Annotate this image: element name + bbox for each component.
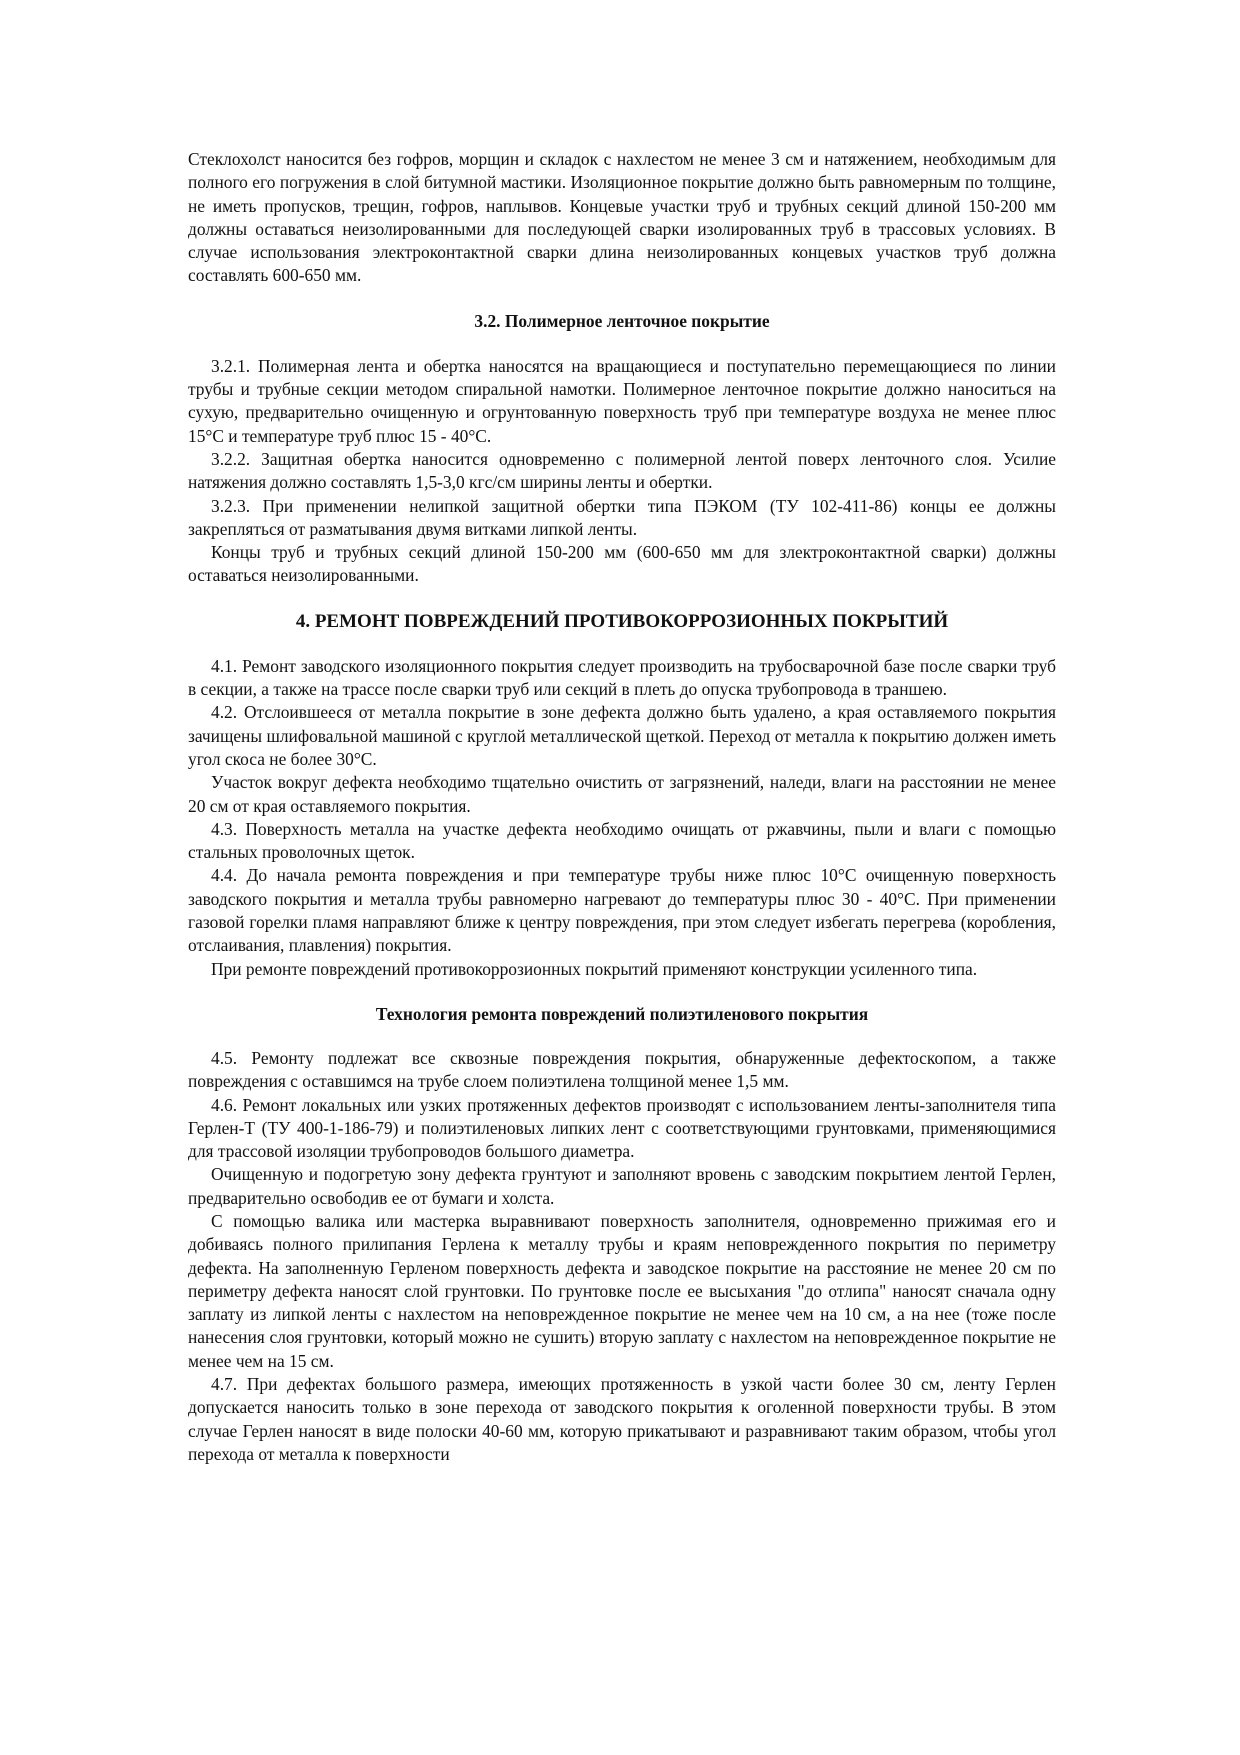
paragraph-3-2-ends: Концы труб и трубных секций длиной 150-200 мм (600-650 мм для злектроконтактной сварки) должны оставаться неизолированными. <box>188 542 1056 586</box>
paragraph-4-2: 4.2. Отслоившееся от металла покрытие в зоне дефекта должно быть удалено, а края оставляемого покрытия зачищены шлифовальной машиной с круглой металлической щеткой. Переход от металла к покрытию должен иметь угол скоса не более 30°С. <box>188 702 1056 769</box>
paragraph-3-2-3: 3.2.3. При применении нелипкой защитной обертки типа ПЭКОМ (ТУ 102-411-86) концы ее должны закрепляться от разматывания двумя витками липкой ленты. <box>188 495 1056 539</box>
spacer <box>188 288 1056 310</box>
paragraph-4-4-repair: При ремонте повреждений противокоррозионных покрытий применяют конструкции усиленного типа. <box>211 958 978 979</box>
section-heading-4: 4. РЕМОНТ ПОВРЕЖДЕНИЙ ПРОТИВОКОРРОЗИОННЫХ ПОКРЫТИЙ <box>295 610 949 632</box>
paragraph-3-2-2: 3.2.2. Защитная обертка наносится одновременно с полимерной лентой поверх ленточного слоя. Усилие натяжения должно составлять 1,5-3,0 кгс/см ширины ленты и обертки. <box>188 448 1056 493</box>
spacer <box>188 634 1056 655</box>
paragraph-4-5: 4.5. Ремонту подлежат все сквозные повреждения покрытия, обнаруженные дефектоскопом, а также повреждения с оставшимся на трубе слоем полиэтилена толщиной менее 1,5 мм. <box>188 1047 1056 1092</box>
paragraph-4-7: 4.7. При дефектах большого размера, имеющих протяженность в узкой части более 30 см, ленту Герлен допускается наносить только в зоне перехода от заводского покрытия к оголенной поверхности трубы. В этом случае Герлен наносят в виде полоски 40-60 мм, которую прикатывают и разравнивают таким образом, чтобы угол перехода от металла к поверхности <box>188 1374 1056 1464</box>
paragraph-4-6: 4.6. Ремонт локальных или узких протяженных дефектов производят с использованием ленты-заполнителя типа Герлен-Т (ТУ 400-1-186-79) и полиэтиленовых липких лент с соответствующими грунтовками, применяющимися для трассовой изоляции трубопроводов большого диаметра. <box>188 1094 1056 1162</box>
intro-paragraph: Стеклохолст наносится без гофров, морщин и складок с нахлестом не менее 3 см и натяжением, необходимым для полного его погружения в слой битумной мастики. Изоляционное покрытие должно быть равномерным по толщине, не иметь пропусков, трещин, гофров, наплывов. Концевые участки труб и трубных секций длиной 150-200 мм должны оставаться неизолированными для последующей сварки изолированных труб в трассовых условиях. В случае использования электроконтактной сварки длина неизолированных концевых участков труб должна составлять 600-650 мм. <box>188 149 1056 286</box>
spacer <box>188 588 1056 610</box>
paragraph-4-3: 4.3. Поверхность металла на участке дефекта необходимо очищать от ржавчины, пыли и влаги с помощью стальных проволочных щеток. <box>188 818 1056 863</box>
spacer <box>188 1026 1056 1047</box>
section-heading-3-2: 3.2. Полимерное ленточное покрытие <box>474 310 770 331</box>
paragraph-3-2-1: 3.2.1. Полимерная лента и обертка наносятся на вращающиеся и поступательно перемещающиеся по линии трубы и трубные секции методом спиральной намотки. Полимерное ленточное покрытие должно наноситься на сухую, предварительно очищенную и огрунтованную поверхность труб при температуре воздуха не менее плюс 15°С и температуре труб плюс 15 - 40°С. <box>188 355 1056 446</box>
paragraph-4-2-area: Участок вокруг дефекта необходимо тщательно очистить от загрязнений, наледи, влаги на расстоянии не менее 20 см от края оставляемого покрытия. <box>188 772 1056 816</box>
document-page <box>188 148 1056 1466</box>
paragraph-4-1: 4.1. Ремонт заводского изоляционного покрытия следует производить на трубосварочной базе после сварки труб в секции, а также на трассе после сварки труб или секций в плеть до опуска трубопровода в траншею. <box>188 655 1056 700</box>
paragraph-4-4: 4.4. До начала ремонта повреждения и при температуре трубы ниже плюс 10°С очищенную поверхность заводского покрытия и металла трубы равномерно нагревают до температуры плюс 30 - 40°С. При применении газовой горелки пламя направляют ближе к центру повреждения, при этом следует избегать перегрева (коробления, отслаивания, плавления) покрытия. <box>188 865 1056 956</box>
section-heading-technology: Технология ремонта повреждений полиэтиленового покрытия <box>375 1003 869 1024</box>
spacer <box>188 333 1056 355</box>
paragraph-4-6-fill: Очищенную и подогретую зону дефекта грунтуют и заполняют вровень с заводским покрытием лентой Герлен, предварительно освободив ее от бумаги и холста. <box>188 1164 1056 1208</box>
spacer <box>188 981 1056 1003</box>
paragraph-4-6-roll: С помощью валика или мастерка выравнивают поверхность заполнителя, одновременно прижимая его и добиваясь полного прилипания Герлена к металлу трубы и краям неповрежденного покрытия по периметру дефекта. На заполненную Герленом поверхность дефекта и заводское покрытие на расстояние не менее 20 см по периметру дефекта наносят слой грунтовки. По грунтовке после ее высыхания "до отлипа" наносят сначала одну заплату из липкой ленты с нахлестом на неповрежденное покрытие не менее чем на 10 см, а на нее (тоже после нанесения слоя грунтовки, который можно не сушить) вторую заплату с нахлестом на неповрежденное покрытие не менее чем на 15 см. <box>188 1210 1056 1371</box>
